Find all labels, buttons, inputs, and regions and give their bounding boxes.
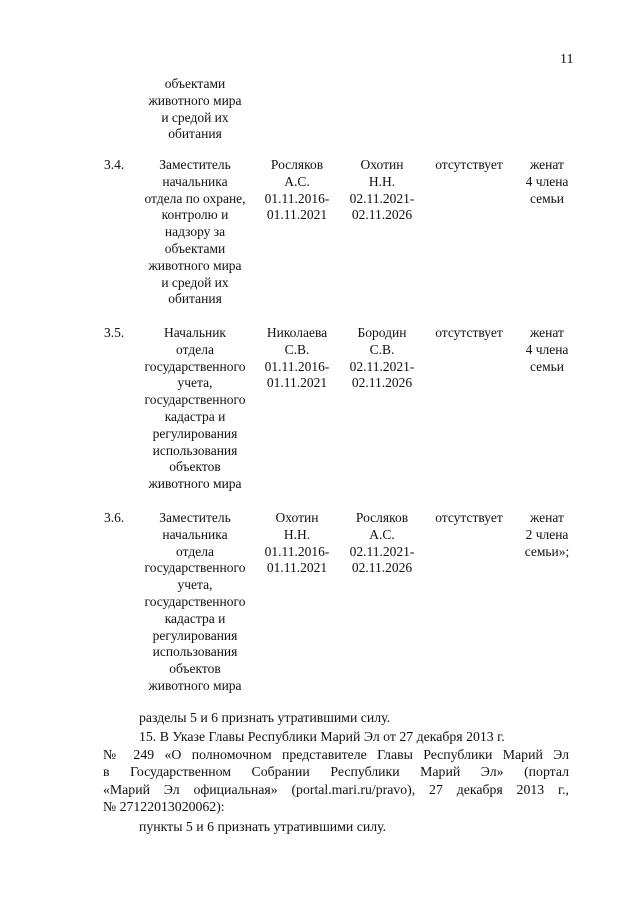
status-cell xyxy=(426,157,512,174)
text-line: 4 члена xyxy=(525,341,569,357)
text-line: А.С. xyxy=(369,526,395,542)
position-cell xyxy=(136,510,254,695)
text-line: государственного xyxy=(144,593,246,609)
paragraph-item-15 xyxy=(103,728,569,816)
text-line: Росляков xyxy=(355,510,409,525)
text-line: семьи xyxy=(529,358,565,374)
text-line: 02.11.2026 xyxy=(351,207,413,223)
text-line: государственного xyxy=(144,358,246,374)
text-line: Бородин xyxy=(357,325,407,340)
text-line: животного мира xyxy=(148,257,242,273)
text-line: 2 члена xyxy=(525,526,569,542)
text-line: Росляков xyxy=(270,157,324,172)
text-line: животного мира xyxy=(148,677,242,693)
text-line: Начальник xyxy=(163,325,226,340)
position-cell xyxy=(136,76,254,143)
text-line: Охотин xyxy=(360,157,404,172)
text-line: Охотин xyxy=(275,510,319,525)
text-line: отсутствует xyxy=(435,325,503,340)
text-line: контролю и xyxy=(161,207,229,223)
text-line: кадастра и xyxy=(164,610,226,626)
text-line: 01.11.2021 xyxy=(266,207,328,223)
family-cell xyxy=(510,157,584,207)
text-line: государственного xyxy=(144,392,246,408)
text-line: Н.Н. xyxy=(368,173,396,189)
text-line: семьи xyxy=(529,190,565,206)
text-line: № 27122013020062): xyxy=(103,799,225,815)
text-line: № 249 «О полномочном представителе Главы Республики Марий Эл xyxy=(103,746,569,762)
text-line: 01.11.2021 xyxy=(266,560,328,576)
text-line: 02.11.2021- xyxy=(349,190,415,206)
text-line: отдела xyxy=(176,341,214,357)
text-line: регулирования xyxy=(152,627,238,643)
text-line: 01.11.2016- xyxy=(264,190,330,206)
text-line: отсутствует xyxy=(435,157,503,172)
reserve-holder-cell xyxy=(340,510,424,577)
row-number: 3.5. xyxy=(104,325,125,340)
paragraph-text: 15. В Указе Главы Республики Марий Эл от 27 декабря 2013 г. xyxy=(139,729,505,744)
text-line: обитания xyxy=(168,126,222,142)
text-line: объектами xyxy=(164,76,226,91)
text-line xyxy=(103,728,569,746)
text-line: «Марий Эл официальная» (portal.mari.ru/pravo), 27 декабря 2013 г., xyxy=(103,781,569,797)
current-holder-cell xyxy=(255,510,339,577)
row-number: 3.6. xyxy=(104,510,125,525)
family-cell xyxy=(510,325,584,375)
text-line: 02.11.2021- xyxy=(349,543,415,559)
position-cell xyxy=(136,325,254,493)
text-line: животного мира xyxy=(148,92,242,108)
text-line: женат xyxy=(530,510,564,525)
text-line: отдела xyxy=(176,543,214,559)
text-line: Заместитель xyxy=(159,510,231,525)
text-line: отсутствует xyxy=(435,510,503,525)
text-line: женат xyxy=(530,157,564,172)
status-cell xyxy=(426,325,512,342)
text-line: учета, xyxy=(177,577,213,593)
paragraph-text: пункты 5 и 6 признать утратившими силу. xyxy=(139,819,387,834)
text-line: надзору за xyxy=(164,224,226,240)
text-line: и средой их xyxy=(161,274,229,290)
paragraph-text: разделы 5 и 6 признать утратившими силу. xyxy=(139,710,391,725)
reserve-holder-cell xyxy=(340,157,424,224)
text-line: женат xyxy=(530,325,564,340)
text-line: животного мира xyxy=(148,476,242,492)
text-line: учета, xyxy=(177,375,213,391)
text-line: 01.11.2016- xyxy=(264,543,330,559)
text-line: начальника xyxy=(162,526,228,542)
text-line: использования xyxy=(152,644,238,660)
text-line: отдела по охране, xyxy=(144,190,246,206)
text-line: объектами xyxy=(164,240,226,256)
current-holder-cell xyxy=(255,325,339,392)
text-line: обитания xyxy=(168,291,222,307)
text-line: в Государственном Собрании Республики Марий Эл» (портал xyxy=(103,764,569,780)
family-cell xyxy=(510,510,584,560)
position-cell xyxy=(136,157,254,308)
reserve-holder-cell xyxy=(340,325,424,392)
text-line: 01.11.2021 xyxy=(266,375,328,391)
text-line: А.С. xyxy=(284,173,310,189)
row-number: 3.4. xyxy=(104,157,125,172)
text-line: Н.Н. xyxy=(283,526,311,542)
paragraph-sections-void xyxy=(103,709,569,727)
text-line: С.В. xyxy=(369,341,395,357)
text-line: 02.11.2026 xyxy=(351,375,413,391)
text-line: объектов xyxy=(169,459,221,475)
text-line: объектов xyxy=(169,661,221,677)
text-line: Заместитель xyxy=(159,157,231,172)
text-line: Николаева xyxy=(266,325,328,340)
current-holder-cell xyxy=(255,157,339,224)
text-line: государственного xyxy=(144,560,246,576)
paragraph-points-void xyxy=(103,818,569,836)
text-line: 02.11.2026 xyxy=(351,560,413,576)
text-line: 4 члена xyxy=(525,173,569,189)
page-number: 11 xyxy=(560,52,574,67)
text-line: 01.11.2016- xyxy=(264,358,330,374)
text-line: и средой их xyxy=(161,109,229,125)
text-line: семьи»; xyxy=(524,543,570,559)
text-line: регулирования xyxy=(152,425,238,441)
text-line: кадастра и xyxy=(164,408,226,424)
text-line: использования xyxy=(152,442,238,458)
text-line: 02.11.2021- xyxy=(349,358,415,374)
text-line: С.В. xyxy=(284,341,310,357)
text-line: начальника xyxy=(162,173,228,189)
status-cell xyxy=(426,510,512,527)
